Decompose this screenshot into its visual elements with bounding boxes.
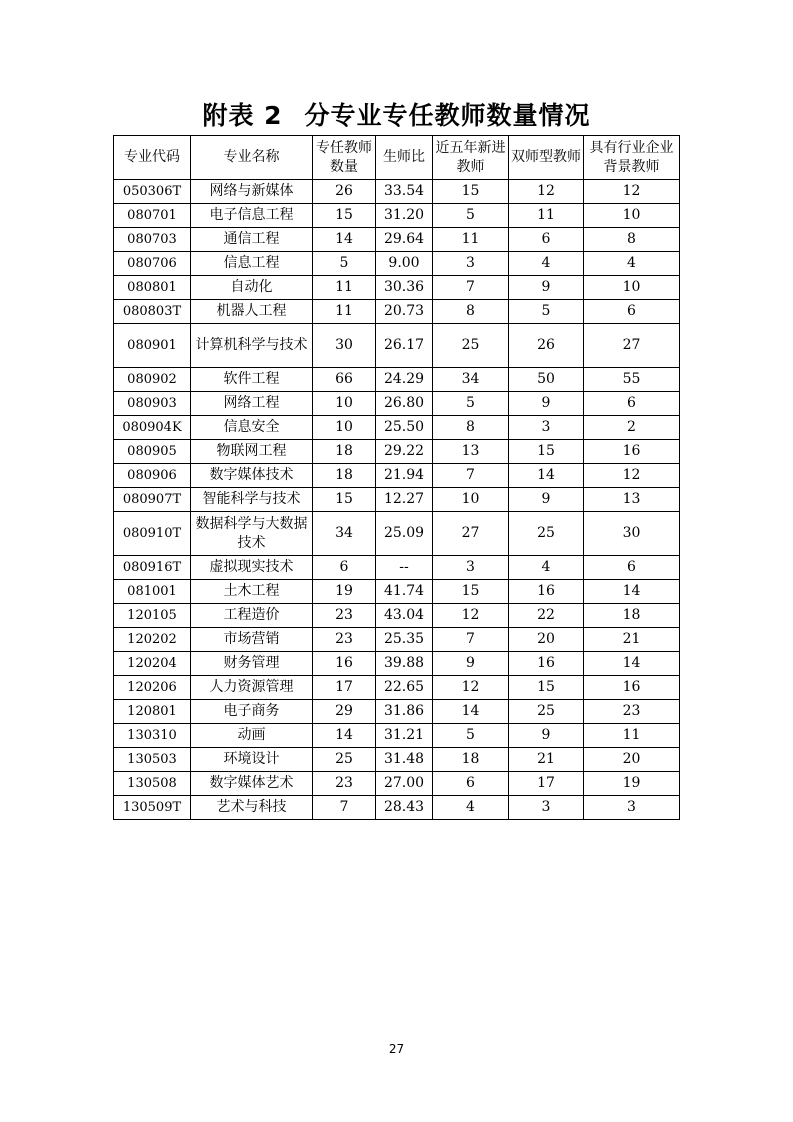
cell-teacher-count: 17 [313,676,376,700]
table-body [114,180,680,820]
cell-teacher-count: 18 [313,440,376,464]
cell-ratio: 9.00 [376,252,433,276]
page-title [0,96,793,132]
cell-major-code: 080905 [114,440,191,464]
cell-major-code: 080801 [114,276,191,300]
cell-ratio: 25.35 [376,628,433,652]
cell-teacher-count: 10 [313,416,376,440]
cell-dual-qualified: 5 [509,300,584,324]
cell-major-name: 工程造价 [191,604,313,628]
table-row [114,204,680,228]
cell-major-code: 080916T [114,556,191,580]
table-row [114,796,680,820]
cell-ratio: -- [376,556,433,580]
cell-major-name: 自动化 [191,276,313,300]
cell-teacher-count: 15 [313,488,376,512]
cell-new-teachers: 34 [433,368,509,392]
cell-dual-qualified: 11 [509,204,584,228]
cell-major-code: 080706 [114,252,191,276]
cell-teacher-count: 11 [313,300,376,324]
header-industry-background: 具有行业企业背景教师 [584,136,680,180]
cell-ratio: 39.88 [376,652,433,676]
cell-industry-background: 16 [584,440,680,464]
cell-major-name: 土木工程 [191,580,313,604]
cell-ratio: 41.74 [376,580,433,604]
table-row [114,488,680,512]
cell-teacher-count: 19 [313,580,376,604]
cell-major-name: 智能科学与技术 [191,488,313,512]
cell-industry-background: 6 [584,300,680,324]
cell-industry-background: 23 [584,700,680,724]
cell-major-code: 120105 [114,604,191,628]
cell-teacher-count: 14 [313,228,376,252]
cell-major-name: 人力资源管理 [191,676,313,700]
cell-major-code: 080903 [114,392,191,416]
cell-industry-background: 12 [584,180,680,204]
cell-industry-background: 27 [584,324,680,368]
teacher-table [113,135,680,820]
table-row [114,604,680,628]
cell-ratio: 22.65 [376,676,433,700]
table-row [114,652,680,676]
cell-major-name: 物联网工程 [191,440,313,464]
cell-teacher-count: 15 [313,204,376,228]
cell-major-name: 信息安全 [191,416,313,440]
cell-dual-qualified: 16 [509,580,584,604]
cell-dual-qualified: 6 [509,228,584,252]
cell-major-name: 数据科学与大数据技术 [191,512,313,556]
table-row [114,252,680,276]
cell-teacher-count: 66 [313,368,376,392]
cell-dual-qualified: 21 [509,748,584,772]
cell-ratio: 12.27 [376,488,433,512]
cell-major-name: 艺术与科技 [191,796,313,820]
cell-new-teachers: 7 [433,464,509,488]
cell-major-code: 080803T [114,300,191,324]
header-major-name: 专业名称 [191,136,313,180]
cell-major-code: 130310 [114,724,191,748]
cell-major-name: 财务管理 [191,652,313,676]
table-row [114,228,680,252]
cell-major-name: 网络工程 [191,392,313,416]
header-major-code: 专业代码 [114,136,191,180]
cell-major-code: 081001 [114,580,191,604]
cell-ratio: 25.09 [376,512,433,556]
table-header-row [114,136,680,180]
cell-new-teachers: 12 [433,604,509,628]
cell-industry-background: 20 [584,748,680,772]
table-row [114,676,680,700]
cell-new-teachers: 6 [433,772,509,796]
cell-teacher-count: 30 [313,324,376,368]
cell-major-name: 通信工程 [191,228,313,252]
cell-teacher-count: 26 [313,180,376,204]
table-row [114,324,680,368]
cell-industry-background: 14 [584,580,680,604]
cell-new-teachers: 5 [433,204,509,228]
cell-major-name: 网络与新媒体 [191,180,313,204]
cell-dual-qualified: 20 [509,628,584,652]
cell-ratio: 31.20 [376,204,433,228]
cell-dual-qualified: 9 [509,392,584,416]
table-row [114,368,680,392]
cell-dual-qualified: 16 [509,652,584,676]
cell-new-teachers: 5 [433,724,509,748]
cell-major-code: 080904K [114,416,191,440]
cell-new-teachers: 9 [433,652,509,676]
cell-industry-background: 12 [584,464,680,488]
cell-new-teachers: 8 [433,416,509,440]
cell-major-code: 080910T [114,512,191,556]
cell-industry-background: 10 [584,276,680,300]
title-prefix: 附表 2 [202,101,283,130]
cell-ratio: 21.94 [376,464,433,488]
cell-major-name: 信息工程 [191,252,313,276]
header-teacher-count: 专任教师数量 [313,136,376,180]
cell-dual-qualified: 4 [509,252,584,276]
cell-industry-background: 11 [584,724,680,748]
cell-ratio: 26.80 [376,392,433,416]
cell-industry-background: 6 [584,556,680,580]
cell-new-teachers: 4 [433,796,509,820]
cell-dual-qualified: 17 [509,772,584,796]
cell-new-teachers: 8 [433,300,509,324]
cell-new-teachers: 7 [433,276,509,300]
cell-major-code: 130509T [114,796,191,820]
cell-teacher-count: 10 [313,392,376,416]
cell-dual-qualified: 9 [509,276,584,300]
cell-teacher-count: 29 [313,700,376,724]
title-main: 分专业专任教师数量情况 [304,101,591,130]
cell-major-code: 080906 [114,464,191,488]
cell-dual-qualified: 12 [509,180,584,204]
cell-ratio: 31.48 [376,748,433,772]
cell-new-teachers: 15 [433,580,509,604]
cell-dual-qualified: 4 [509,556,584,580]
table-row [114,556,680,580]
table-row [114,392,680,416]
cell-major-name: 计算机科学与技术 [191,324,313,368]
cell-dual-qualified: 14 [509,464,584,488]
table-row [114,440,680,464]
cell-major-name: 市场营销 [191,628,313,652]
cell-major-code: 050306T [114,180,191,204]
cell-ratio: 43.04 [376,604,433,628]
cell-industry-background: 21 [584,628,680,652]
cell-major-name: 动画 [191,724,313,748]
cell-dual-qualified: 3 [509,796,584,820]
cell-industry-background: 55 [584,368,680,392]
header-student-teacher-ratio: 生师比 [376,136,433,180]
table-row [114,580,680,604]
cell-ratio: 26.17 [376,324,433,368]
table-row [114,748,680,772]
cell-teacher-count: 34 [313,512,376,556]
cell-major-name: 电子信息工程 [191,204,313,228]
cell-new-teachers: 7 [433,628,509,652]
cell-teacher-count: 16 [313,652,376,676]
cell-ratio: 31.21 [376,724,433,748]
cell-industry-background: 10 [584,204,680,228]
cell-major-code: 120202 [114,628,191,652]
cell-industry-background: 18 [584,604,680,628]
cell-major-code: 130508 [114,772,191,796]
cell-teacher-count: 23 [313,628,376,652]
header-new-teachers: 近五年新进教师 [433,136,509,180]
cell-dual-qualified: 25 [509,700,584,724]
cell-major-code: 080901 [114,324,191,368]
cell-teacher-count: 11 [313,276,376,300]
cell-new-teachers: 13 [433,440,509,464]
cell-dual-qualified: 9 [509,488,584,512]
cell-major-code: 080701 [114,204,191,228]
cell-new-teachers: 14 [433,700,509,724]
cell-ratio: 30.36 [376,276,433,300]
table-row [114,416,680,440]
cell-industry-background: 19 [584,772,680,796]
table-row [114,512,680,556]
cell-ratio: 27.00 [376,772,433,796]
cell-major-code: 130503 [114,748,191,772]
cell-teacher-count: 14 [313,724,376,748]
cell-dual-qualified: 9 [509,724,584,748]
cell-ratio: 33.54 [376,180,433,204]
header-dual-qualified: 双师型教师 [509,136,584,180]
cell-dual-qualified: 50 [509,368,584,392]
cell-industry-background: 2 [584,416,680,440]
cell-dual-qualified: 3 [509,416,584,440]
cell-industry-background: 16 [584,676,680,700]
cell-major-code: 120801 [114,700,191,724]
cell-industry-background: 4 [584,252,680,276]
cell-industry-background: 6 [584,392,680,416]
cell-dual-qualified: 15 [509,440,584,464]
cell-ratio: 25.50 [376,416,433,440]
cell-major-code: 120204 [114,652,191,676]
cell-ratio: 29.64 [376,228,433,252]
cell-dual-qualified: 25 [509,512,584,556]
cell-teacher-count: 5 [313,252,376,276]
cell-industry-background: 3 [584,796,680,820]
cell-new-teachers: 27 [433,512,509,556]
table-row [114,724,680,748]
cell-ratio: 31.86 [376,700,433,724]
cell-major-code: 080703 [114,228,191,252]
cell-major-name: 电子商务 [191,700,313,724]
cell-industry-background: 30 [584,512,680,556]
cell-major-name: 数字媒体艺术 [191,772,313,796]
cell-major-name: 数字媒体技术 [191,464,313,488]
cell-new-teachers: 12 [433,676,509,700]
table-row [114,180,680,204]
cell-ratio: 29.22 [376,440,433,464]
cell-teacher-count: 6 [313,556,376,580]
cell-dual-qualified: 15 [509,676,584,700]
cell-major-name: 机器人工程 [191,300,313,324]
cell-major-name: 软件工程 [191,368,313,392]
cell-ratio: 20.73 [376,300,433,324]
table-row [114,772,680,796]
cell-major-code: 080902 [114,368,191,392]
table-row [114,700,680,724]
cell-major-code: 120206 [114,676,191,700]
cell-new-teachers: 3 [433,556,509,580]
cell-ratio: 28.43 [376,796,433,820]
cell-teacher-count: 7 [313,796,376,820]
cell-industry-background: 8 [584,228,680,252]
cell-new-teachers: 5 [433,392,509,416]
cell-industry-background: 13 [584,488,680,512]
cell-new-teachers: 3 [433,252,509,276]
cell-new-teachers: 15 [433,180,509,204]
cell-new-teachers: 11 [433,228,509,252]
cell-new-teachers: 10 [433,488,509,512]
table-row [114,276,680,300]
cell-major-code: 080907T [114,488,191,512]
cell-dual-qualified: 26 [509,324,584,368]
cell-new-teachers: 18 [433,748,509,772]
cell-teacher-count: 23 [313,772,376,796]
cell-industry-background: 14 [584,652,680,676]
cell-dual-qualified: 22 [509,604,584,628]
table-row [114,300,680,324]
cell-major-name: 环境设计 [191,748,313,772]
cell-ratio: 24.29 [376,368,433,392]
cell-teacher-count: 25 [313,748,376,772]
page-number: 27 [388,1042,405,1056]
cell-teacher-count: 18 [313,464,376,488]
cell-major-name: 虚拟现实技术 [191,556,313,580]
cell-new-teachers: 25 [433,324,509,368]
table-row [114,464,680,488]
cell-teacher-count: 23 [313,604,376,628]
table-row [114,628,680,652]
